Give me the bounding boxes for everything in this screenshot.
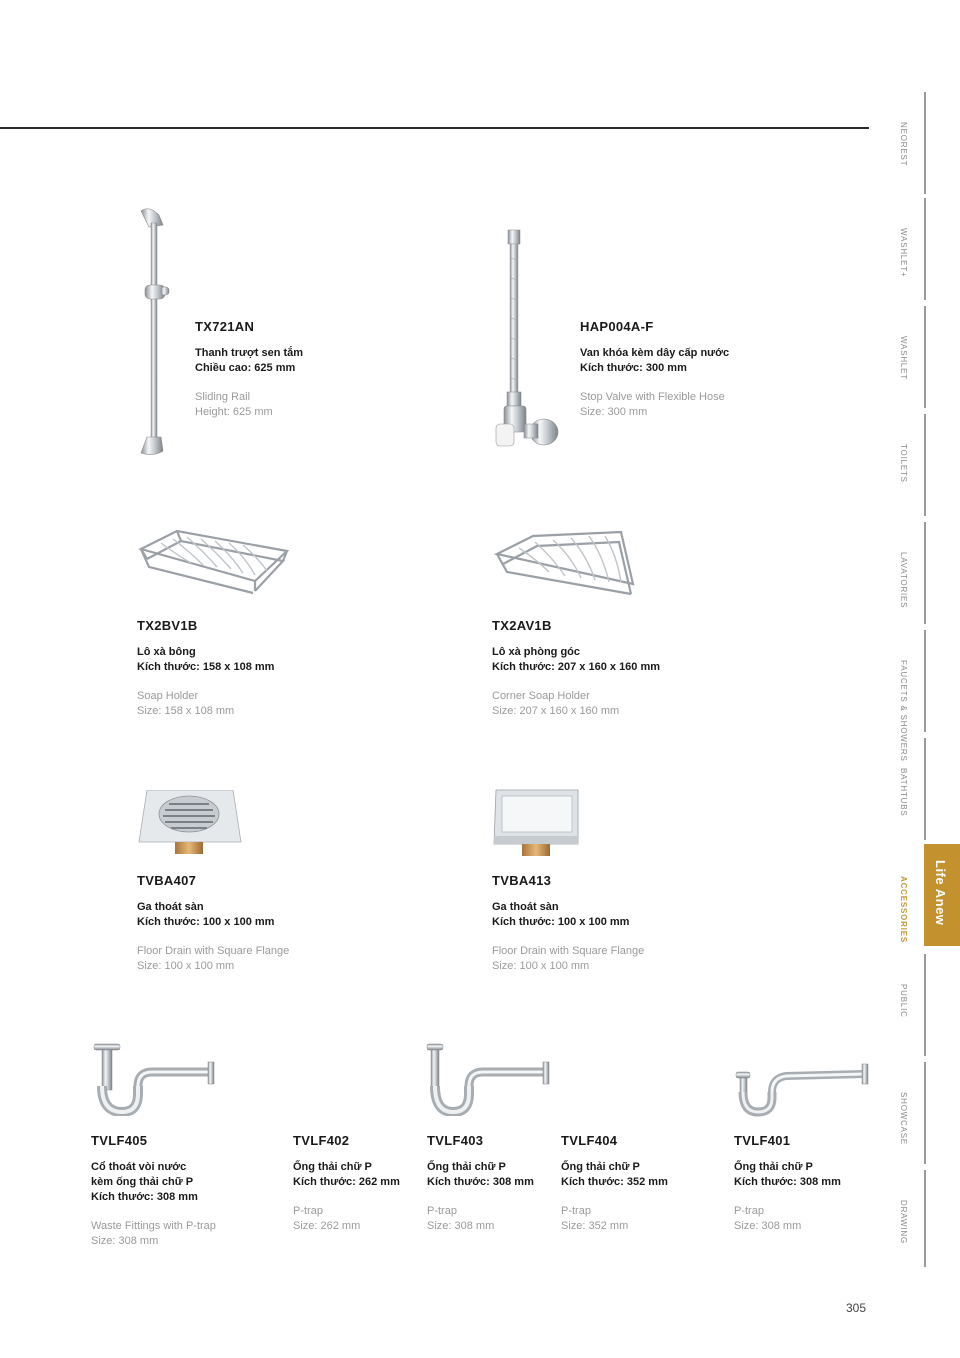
en-size: Size: 300 mm xyxy=(580,406,648,418)
en-size: Size: 262 mm xyxy=(293,1220,361,1232)
en-name: Corner Soap Holder xyxy=(492,690,590,702)
vi-name: Ống thải chữ P xyxy=(734,1161,813,1173)
vi-name: Lô xà bông xyxy=(137,646,196,658)
product-code: HAP004A-F xyxy=(580,319,654,334)
vi-size: Kích thước: 100 x 100 mm xyxy=(492,916,630,928)
tab-label: SHOWCASE xyxy=(899,1092,908,1146)
en-name: Floor Drain with Square Flange xyxy=(492,945,645,957)
vi-name: Ống thải chữ P xyxy=(427,1161,506,1173)
product-hap004a-f xyxy=(580,319,729,420)
product-tx2bv1b xyxy=(137,618,274,719)
page-number: 305 xyxy=(846,1301,867,1315)
en-size: Size: 308 mm xyxy=(91,1235,159,1247)
en-size: Size: 100 x 100 mm xyxy=(137,960,235,972)
tab-label: TOILETS xyxy=(899,444,908,483)
product-code: TVBA407 xyxy=(137,873,197,888)
vi-name-2: kèm ống thải chữ P xyxy=(91,1176,194,1188)
tab-label: ACCESSORIES xyxy=(899,876,908,944)
tab-bathtubs[interactable] xyxy=(895,738,960,840)
ptrap-403-image xyxy=(425,1042,551,1116)
en-size: Size: 207 x 160 x 160 mm xyxy=(492,705,620,717)
life-anew-badge xyxy=(924,844,960,946)
waste-fitting-ptrap-image xyxy=(92,1042,218,1116)
product-tvlf401 xyxy=(734,1133,841,1234)
product-code: TVLF405 xyxy=(91,1133,148,1148)
en-name: Waste Fittings with P-trap xyxy=(91,1220,216,1232)
life-anew-text: Life Anew xyxy=(933,860,948,926)
product-code: TX2BV1B xyxy=(137,618,198,633)
product-tvlf403 xyxy=(427,1133,534,1234)
tab-label: LAVATORIES xyxy=(899,552,908,609)
vi-size: Kích thước: 308 mm xyxy=(734,1176,841,1188)
en-size: Size: 158 x 108 mm xyxy=(137,705,235,717)
vi-name: Ga thoát sàn xyxy=(492,901,559,913)
product-tvba407 xyxy=(137,873,289,974)
en-size: Size: 100 x 100 mm xyxy=(492,960,590,972)
tab-washlet-plus[interactable] xyxy=(895,198,960,300)
tab-lavatories[interactable] xyxy=(895,522,960,624)
tab-public[interactable] xyxy=(895,954,960,1056)
floor-drain-413-image xyxy=(492,788,582,858)
en-name: P-trap xyxy=(427,1205,457,1217)
tab-faucets-showers[interactable] xyxy=(895,630,960,762)
tab-washlet[interactable] xyxy=(895,306,960,408)
product-tvlf402 xyxy=(293,1133,400,1234)
en-name: Stop Valve with Flexible Hose xyxy=(580,391,725,403)
vi-size: Kích thước: 300 mm xyxy=(580,362,687,374)
product-code: TX721AN xyxy=(195,319,255,334)
header-rule xyxy=(0,127,869,129)
vi-name: Thanh trượt sen tắm xyxy=(195,347,304,359)
vi-size: Kích thước: 158 x 108 mm xyxy=(137,661,275,673)
tab-label: NEOREST xyxy=(899,122,908,167)
product-tvlf405 xyxy=(91,1133,216,1249)
vi-size: Kích thước: 262 mm xyxy=(293,1176,400,1188)
tab-label: DRAWING xyxy=(899,1200,908,1244)
product-tx721an xyxy=(195,319,303,420)
tab-accessories[interactable] xyxy=(895,846,960,948)
vi-size: Kích thước: 308 mm xyxy=(91,1191,198,1203)
en-size: Size: 308 mm xyxy=(734,1220,802,1232)
product-tvba413 xyxy=(492,873,644,974)
product-code: TVBA413 xyxy=(492,873,552,888)
product-code: TX2AV1B xyxy=(492,618,552,633)
vi-size: Kích thước: 100 x 100 mm xyxy=(137,916,275,928)
product-code: TVLF404 xyxy=(561,1133,618,1148)
tab-label: PUBLIC xyxy=(899,984,908,1018)
vi-size: Kích thước: 207 x 160 x 160 mm xyxy=(492,661,661,673)
product-code: TVLF403 xyxy=(427,1133,484,1148)
tab-drawing[interactable] xyxy=(895,1170,960,1267)
vi-size: Kích thước: 308 mm xyxy=(427,1176,534,1188)
vi-name: Ống thải chữ P xyxy=(293,1161,372,1173)
en-name: Sliding Rail xyxy=(195,391,251,403)
section-tabs xyxy=(895,92,960,1267)
vi-name: Ga thoát sàn xyxy=(137,901,204,913)
tab-label: WASHLET xyxy=(899,336,908,380)
product-tx2av1b xyxy=(492,618,660,719)
en-name: P-trap xyxy=(293,1205,323,1217)
vi-name: Cổ thoát vòi nước xyxy=(91,1161,187,1173)
stop-valve-image xyxy=(492,228,562,460)
tab-label: FAUCETS & SHOWERS xyxy=(899,660,908,762)
corner-soap-holder-image xyxy=(493,528,641,600)
tab-showcase[interactable] xyxy=(895,1062,960,1164)
en-size: Height: 625 mm xyxy=(195,406,273,418)
en-name: Floor Drain with Square Flange xyxy=(137,945,290,957)
en-name: P-trap xyxy=(561,1205,591,1217)
vi-size: Kích thước: 352 mm xyxy=(561,1176,668,1188)
vi-name: Lô xà phòng góc xyxy=(492,646,580,658)
tab-label: WASHLET+ xyxy=(899,228,908,278)
en-size: Size: 352 mm xyxy=(561,1220,629,1232)
vi-name: Ống thải chữ P xyxy=(561,1161,640,1173)
en-size: Size: 308 mm xyxy=(427,1220,495,1232)
tab-neorest[interactable] xyxy=(895,92,960,194)
en-name: Soap Holder xyxy=(137,690,199,702)
product-code: TVLF402 xyxy=(293,1133,350,1148)
vi-size: Chiều cao: 625 mm xyxy=(195,362,296,374)
sliding-rail-image xyxy=(135,205,175,460)
ptrap-401-image xyxy=(734,1060,870,1118)
product-tvlf404 xyxy=(561,1133,668,1234)
tab-toilets[interactable] xyxy=(895,414,960,516)
en-name: P-trap xyxy=(734,1205,764,1217)
tab-label: BATHTUBS xyxy=(899,768,908,817)
floor-drain-407-image xyxy=(137,790,243,858)
soap-holder-image xyxy=(137,527,295,599)
vi-name: Van khóa kèm dây cấp nước xyxy=(580,347,730,359)
product-code: TVLF401 xyxy=(734,1133,791,1148)
